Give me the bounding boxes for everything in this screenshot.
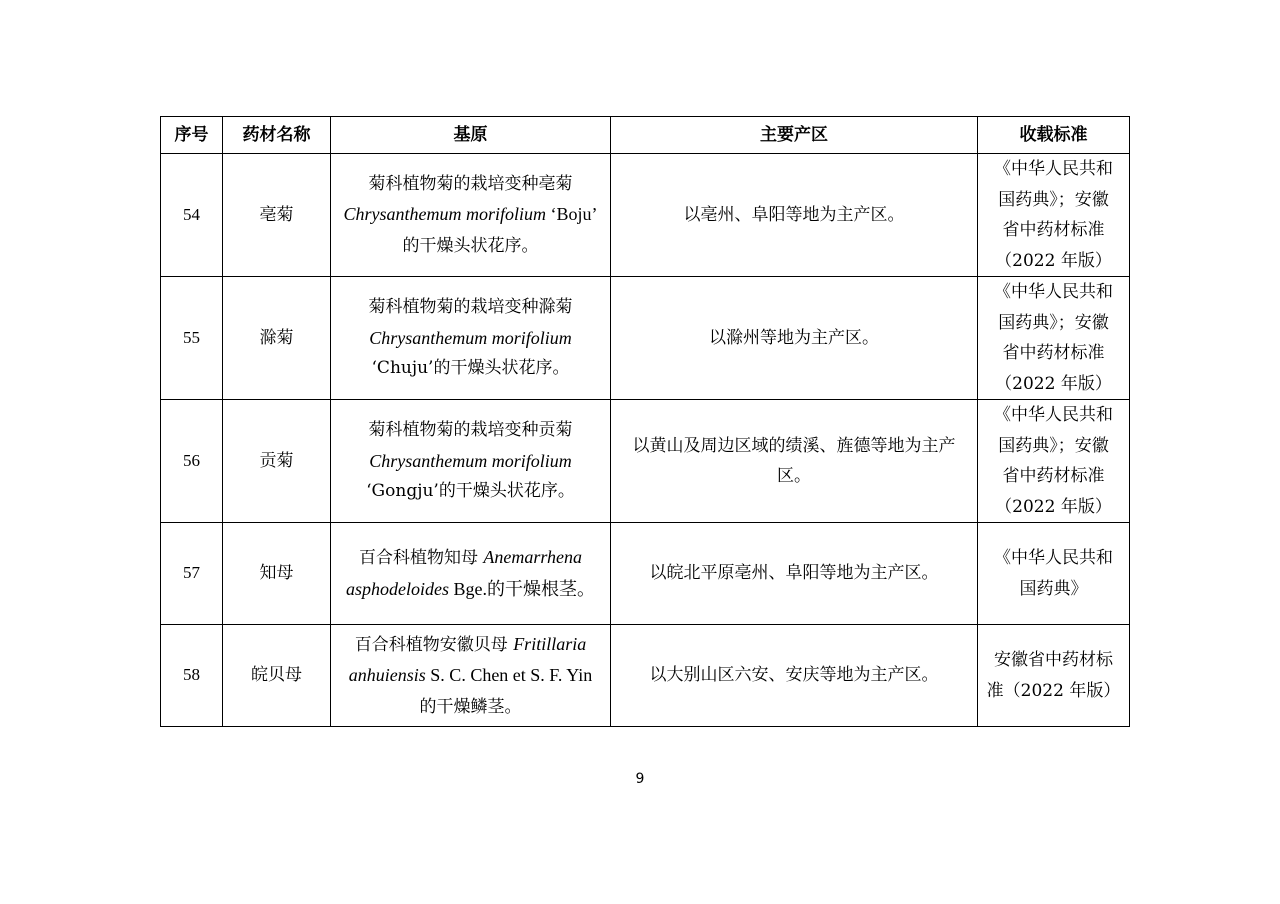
header-herb-name: 药材名称: [223, 117, 331, 154]
cell-serial-number: 56: [161, 400, 223, 523]
standard-line: （2022 年版）: [995, 496, 1112, 517]
header-origin: 基原: [331, 117, 611, 154]
standard-line: 国药典》: [1019, 578, 1088, 599]
origin-line: [337, 199, 604, 231]
standard-line: 《中华人民共和: [994, 548, 1113, 568]
cell-main-region: 以大别山区六安、安庆等地为主产区。: [611, 625, 978, 727]
standard-line: 国药典》；安徽: [998, 189, 1109, 210]
standard-line: （2022 年版）: [995, 373, 1112, 394]
cell-origin: [331, 400, 611, 523]
origin-line: Chrysanthemum morifolium: [369, 450, 572, 471]
cell-origin: [331, 523, 611, 625]
origin-line: 菊科植物菊的栽培变种滁菊: [368, 297, 573, 318]
standard-line: （2022 年版）: [995, 250, 1112, 271]
cell-main-region: 以滁州等地为主产区。: [611, 277, 978, 400]
origin-line: [337, 574, 604, 606]
cell-origin: [331, 277, 611, 400]
cell-standard: [978, 277, 1130, 400]
latin-name: anhuiensis: [348, 665, 426, 686]
header-serial-number: 序号: [161, 117, 223, 154]
standard-line: 国药典》；安徽: [998, 312, 1109, 333]
standard-line: 《中华人民共和: [994, 159, 1113, 179]
origin-line: ‘Chuju’的干燥头状花序。: [371, 358, 570, 379]
origin-line: [337, 542, 604, 574]
header-main-region: 主要产区: [611, 117, 978, 154]
latin-name: asphodeloides: [346, 578, 449, 599]
cell-standard: [978, 154, 1130, 277]
latin-name: Fritillaria: [513, 633, 587, 654]
cell-herb-name: 皖贝母: [223, 625, 331, 727]
origin-line: [337, 660, 604, 692]
cell-serial-number: 57: [161, 523, 223, 625]
table-row: [161, 154, 1130, 277]
cell-herb-name: 贡菊: [223, 400, 331, 523]
herb-table: [160, 116, 1130, 727]
standard-line: 省中药材标准: [1002, 220, 1105, 240]
region-line: 以黄山及周边区域的绩溪、旌德等地为主产: [632, 435, 956, 456]
origin-text: 百合科植物知母: [358, 548, 484, 568]
origin-line: 菊科植物菊的栽培变种贡菊: [368, 420, 573, 441]
latin-name: Chrysanthemum morifolium: [343, 204, 546, 225]
cell-serial-number: 55: [161, 277, 223, 400]
standard-line: 省中药材标准: [1002, 343, 1105, 363]
table-row: [161, 625, 1130, 727]
cell-standard: [978, 400, 1130, 523]
origin-text: Bge.的干燥根茎。: [449, 578, 595, 599]
cell-standard: [978, 523, 1130, 625]
standard-line: 省中药材标准: [1002, 466, 1105, 486]
table-row: [161, 400, 1130, 523]
cultivar-name: ‘Boju’: [546, 204, 598, 225]
cell-main-region: [611, 400, 978, 523]
origin-line: [337, 629, 604, 661]
table-row: [161, 523, 1130, 625]
cell-herb-name: 滁菊: [223, 277, 331, 400]
table-header-row: [161, 117, 1130, 154]
origin-line: 菊科植物菊的栽培变种亳菊: [368, 173, 573, 194]
origin-text: 百合科植物安徽贝母: [354, 634, 514, 655]
origin-line: 的干燥头状花序。: [402, 235, 539, 256]
cell-standard: [978, 625, 1130, 727]
latin-name: Anemarrhena: [483, 547, 583, 567]
cell-serial-number: 58: [161, 625, 223, 727]
origin-line: ‘Gongju’的干燥头状花序。: [366, 481, 575, 502]
table-row: [161, 277, 1130, 400]
author-name: S. C. Chen et S. F. Yin: [425, 665, 593, 686]
header-standard: 收载标准: [978, 117, 1130, 154]
standard-line: 国药典》；安徽: [998, 435, 1109, 456]
cell-serial-number: 54: [161, 154, 223, 277]
cell-origin: [331, 625, 611, 727]
cell-main-region: 以皖北平原亳州、阜阳等地为主产区。: [611, 523, 978, 625]
origin-line: 的干燥鳞茎。: [419, 696, 522, 717]
standard-line: 《中华人民共和: [994, 405, 1113, 425]
origin-line: Chrysanthemum morifolium: [369, 327, 572, 348]
cell-herb-name: 知母: [223, 523, 331, 625]
page-number: 9: [635, 771, 645, 787]
standard-line: 准（2022 年版）: [986, 680, 1121, 701]
region-line: 区。: [777, 466, 811, 486]
standard-line: 安徽省中药材标: [994, 650, 1113, 670]
cell-herb-name: 亳菊: [223, 154, 331, 277]
standard-line: 《中华人民共和: [994, 282, 1113, 302]
cell-origin: [331, 154, 611, 277]
cell-main-region: 以亳州、阜阳等地为主产区。: [611, 154, 978, 277]
